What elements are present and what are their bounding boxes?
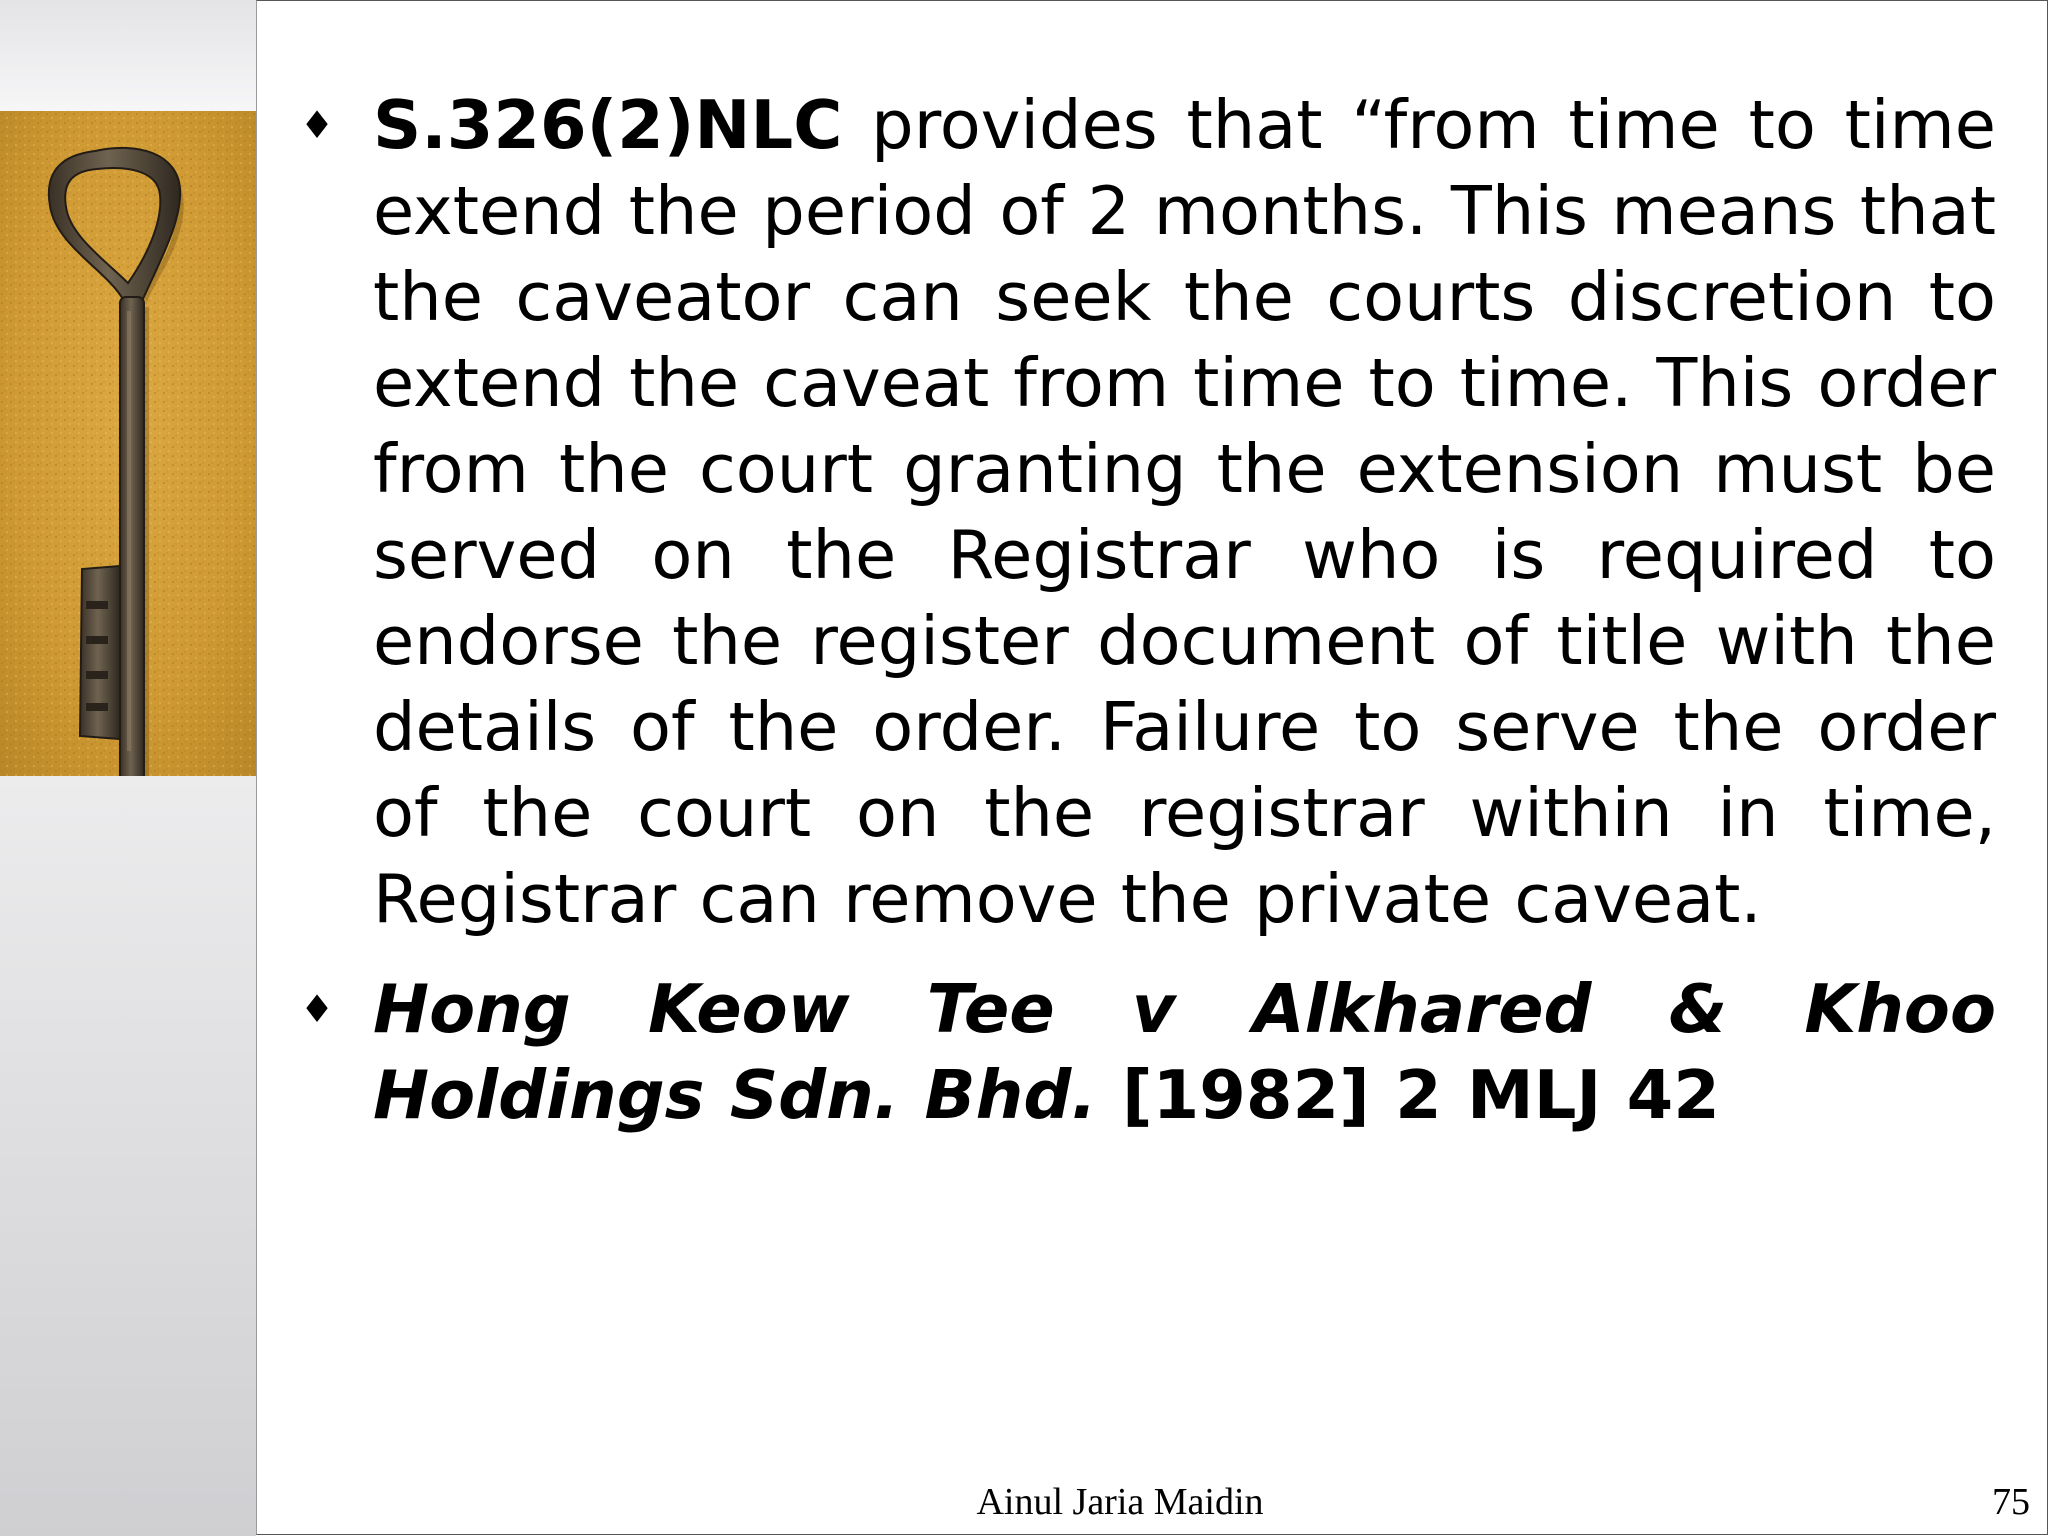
bullet-item-case bbox=[300, 966, 1996, 1138]
statute-reference: S.326(2)NLC bbox=[373, 86, 843, 164]
bullet-list bbox=[300, 82, 1996, 1138]
provision-text: provides that “from time to time extend the period of 2 months. This means that the caveator can seek the courts discretion to extend the caveat from time to time. This order from the court granting the extension must be served on the Registrar who is required to endorse the register document of title with the details of the order. Failure to serve the order of the court on the registrar within in time, Registrar can remove the private caveat. bbox=[373, 86, 1996, 938]
case-name: Hong Keow Tee v Alkhared & Khoo Holdings Sdn. Bhd. bbox=[373, 970, 1996, 1134]
case-citation: [1982] 2 MLJ 42 bbox=[1096, 1056, 1720, 1134]
page-number: 75 bbox=[1992, 1481, 2030, 1523]
antique-key-icon bbox=[0, 111, 256, 776]
bullet-item-provision bbox=[300, 82, 1996, 942]
diamond-bullet-icon: ♦ bbox=[300, 103, 335, 147]
sidebar bbox=[0, 0, 256, 1536]
diamond-bullet-icon: ♦ bbox=[300, 987, 335, 1031]
key-image bbox=[0, 111, 256, 776]
footer-author: Ainul Jaria Maidin bbox=[976, 1481, 1264, 1523]
